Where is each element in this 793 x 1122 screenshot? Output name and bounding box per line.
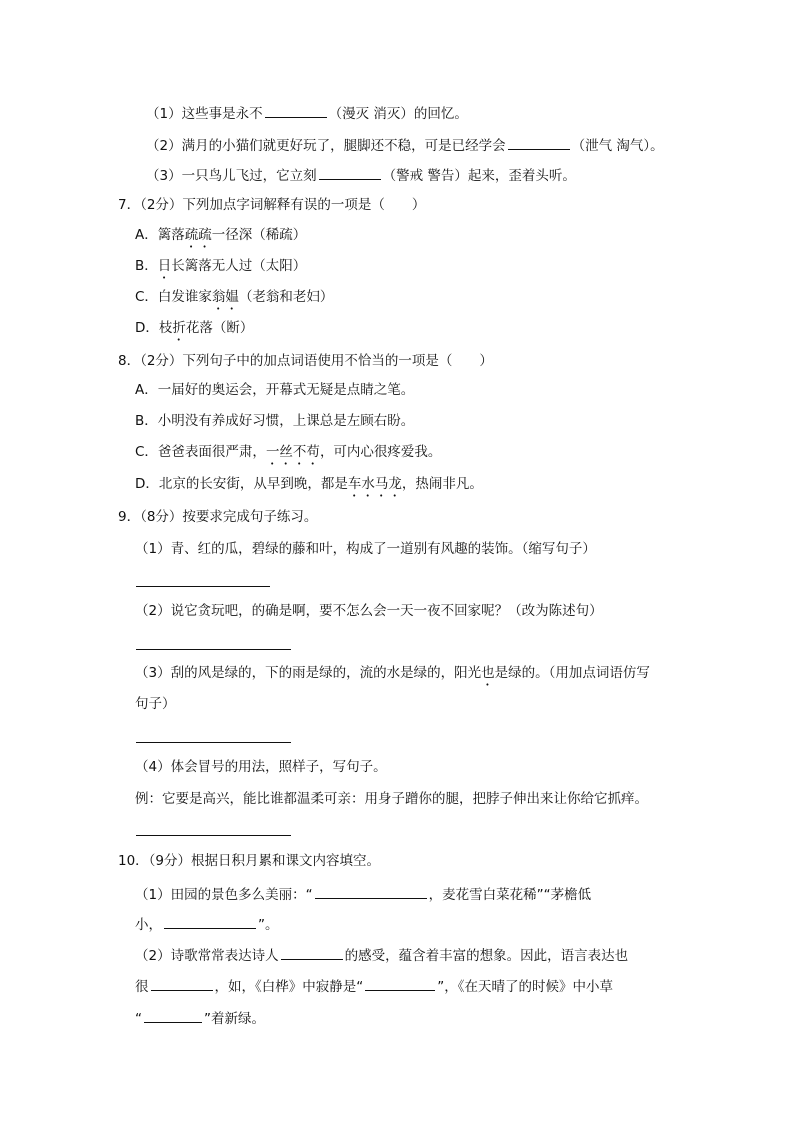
q6-item-2-text-a: （2）满月的小猫们就更好玩了，腿脚还不稳，可是已经学会 — [146, 138, 506, 154]
q7-option-d-pre: D．枝 — [135, 320, 173, 336]
q6-item-1-text-b: （漫灭 消灭）的回忆。 — [328, 106, 468, 122]
q8-option-b-phrase: 左顾右盼 — [346, 413, 401, 429]
q9-item-3-line-2: 句子） — [135, 696, 176, 712]
q10-item-1-text-b: ，麦花雪白菜花稀”“茅檐低 — [428, 887, 592, 903]
q9-item-3-line-1 — [135, 664, 650, 689]
q6-item-3 — [146, 165, 576, 185]
q10-stem: 10．（9分）根据日积月累和课文内容填空。 — [118, 853, 381, 869]
q7-option-c-pre: C．白发谁家 — [135, 289, 212, 305]
q7-option-a-post: 一径深（稀疏） — [211, 227, 307, 243]
q10-item-2-text-g: ”着新绿。 — [204, 1011, 265, 1027]
q6-item-3-text-a: （3）一只鸟儿飞过，它立刻 — [146, 168, 317, 184]
q6-item-1-text-a: （1）这些事是永不 — [146, 106, 263, 122]
q6-item-3-blank[interactable] — [319, 165, 381, 180]
q7-option-d-dotted: 折 — [172, 320, 186, 336]
q7-option-c[interactable] — [135, 288, 333, 313]
q7-option-d-post: 花落（断） — [185, 320, 254, 336]
q8-option-d-dotted: 车水马龙 — [347, 476, 402, 492]
q8-option-b[interactable] — [135, 412, 414, 430]
q10-item-1-text-a: （1）田园的景色多么美丽：“ — [135, 887, 313, 903]
q6-item-2-text-b: （泄气 淘气）。 — [571, 138, 664, 154]
q9-item-3-text-2: 是绿的。（用加点词语仿写 — [494, 665, 650, 681]
q8-option-a-phrase: 点睛之笔 — [346, 382, 401, 398]
q9-item-3-dotted: 也 — [481, 665, 495, 681]
q10-item-2-text-d: ，如，《白桦》中寂静是“ — [214, 979, 364, 995]
q10-item-2-line-3 — [135, 1008, 265, 1028]
q8-option-b-pre: B．小明没有养成好习惯，上课总是 — [135, 413, 347, 429]
q7-option-b[interactable] — [135, 257, 306, 282]
q6-item-1 — [146, 103, 468, 123]
q9-item-3-text-1: （3）刮的风是绿的，下的雨是绿的，流的水是绿的，阳光 — [135, 665, 482, 681]
q10-item-1-blank-2[interactable] — [164, 914, 256, 929]
q8-option-a-post: 。 — [400, 382, 415, 398]
q9-item-2: （2）说它贪玩吧，的确是啊，要不怎么会一天一夜不回家呢？（改为陈述句） — [135, 603, 603, 619]
q10-item-2-blank-3[interactable] — [365, 976, 435, 991]
q7-option-a[interactable] — [135, 226, 306, 251]
q7-option-d[interactable] — [135, 319, 253, 344]
q9-item-4-example: 例：它要是高兴，能比谁都温柔可亲：用身子蹭你的腿，把脖子伸出来让你给它抓痒。 — [135, 791, 648, 807]
q8-option-a-pre: A．一届好的奥运会，开幕式无疑是 — [135, 382, 347, 398]
q7-stem: 7．（2分）下列加点字词解释有误的一项是（ ） — [118, 197, 426, 213]
q10-item-1-blank-1[interactable] — [315, 884, 427, 899]
q6-item-1-blank[interactable] — [265, 103, 327, 118]
q7-option-b-post: 长篱落无人过（太阳） — [171, 258, 307, 274]
q9-stem: 9．（8分）按要求完成句子练习。 — [118, 509, 318, 525]
q10-item-1-text-c: 小， — [135, 917, 162, 933]
q8-option-a[interactable] — [135, 381, 414, 399]
q8-option-c[interactable] — [135, 443, 441, 468]
q7-option-b-dotted: 日 — [157, 258, 172, 274]
q8-option-d-pre: D．北京的长安街，从早到晚，都是 — [135, 476, 348, 492]
q8-option-c-dotted: 一丝不苟 — [265, 444, 320, 460]
q8-stem: 8．（2分）下列句子中的加点词语使用不恰当的一项是（ ） — [118, 353, 493, 369]
q7-option-a-pre: A．篱落 — [135, 227, 185, 243]
q6-item-2-blank[interactable] — [508, 135, 570, 150]
q10-item-2-line-1 — [135, 945, 628, 965]
q9-item-4: （4）体会冒号的用法，照样子，写句子。 — [135, 759, 387, 775]
q8-option-c-pre: C．爸爸表面很严肃， — [135, 444, 266, 460]
q10-item-2-line-2 — [135, 976, 613, 996]
q9-item-1: （1）青、红的瓜，碧绿的藤和叶，构成了一道别有风趣的装饰。（缩写句子） — [135, 541, 596, 557]
q10-item-1-line-2 — [135, 914, 279, 934]
q10-item-1-text-d: ”。 — [258, 917, 279, 933]
q7-option-a-dotted: 疏疏 — [184, 227, 212, 243]
q7-option-c-post: （老翁和老妇） — [238, 289, 334, 305]
q8-option-d[interactable] — [135, 475, 483, 500]
q10-item-2-text-f: “ — [135, 1011, 142, 1027]
q7-option-c-dotted: 翁媪 — [211, 289, 239, 305]
q10-item-2-text-b: 的感受，蕴含着丰富的想象。因此，语言表达也 — [344, 948, 629, 964]
q10-item-2-blank-4[interactable] — [144, 1008, 202, 1023]
q8-option-d-post: ，热闹非凡。 — [401, 476, 483, 492]
q10-item-2-text-c: 很 — [135, 979, 149, 995]
q6-item-2 — [146, 135, 664, 155]
q10-item-2-text-a: （2）诗歌常常表达诗人 — [135, 948, 279, 964]
q10-item-2-text-e: ”，《在天晴了的时候》中小草 — [437, 979, 613, 995]
q8-option-c-post: ，可内心很疼爱我。 — [319, 444, 442, 460]
q10-item-2-blank-2[interactable] — [151, 976, 213, 991]
q9-item-4-answer-line[interactable] — [136, 835, 291, 836]
q9-item-1-answer-line[interactable] — [136, 586, 270, 587]
q9-item-2-answer-line[interactable] — [136, 649, 291, 650]
q9-item-3-answer-line[interactable] — [136, 742, 291, 743]
q8-option-b-post: 。 — [400, 413, 415, 429]
q7-option-b-pre: B． — [135, 258, 158, 274]
q10-item-2-blank-1[interactable] — [281, 945, 343, 960]
q6-item-3-text-b: （警戒 警告）起来，歪着头听。 — [382, 168, 576, 184]
q10-item-1-line-1 — [135, 884, 591, 904]
